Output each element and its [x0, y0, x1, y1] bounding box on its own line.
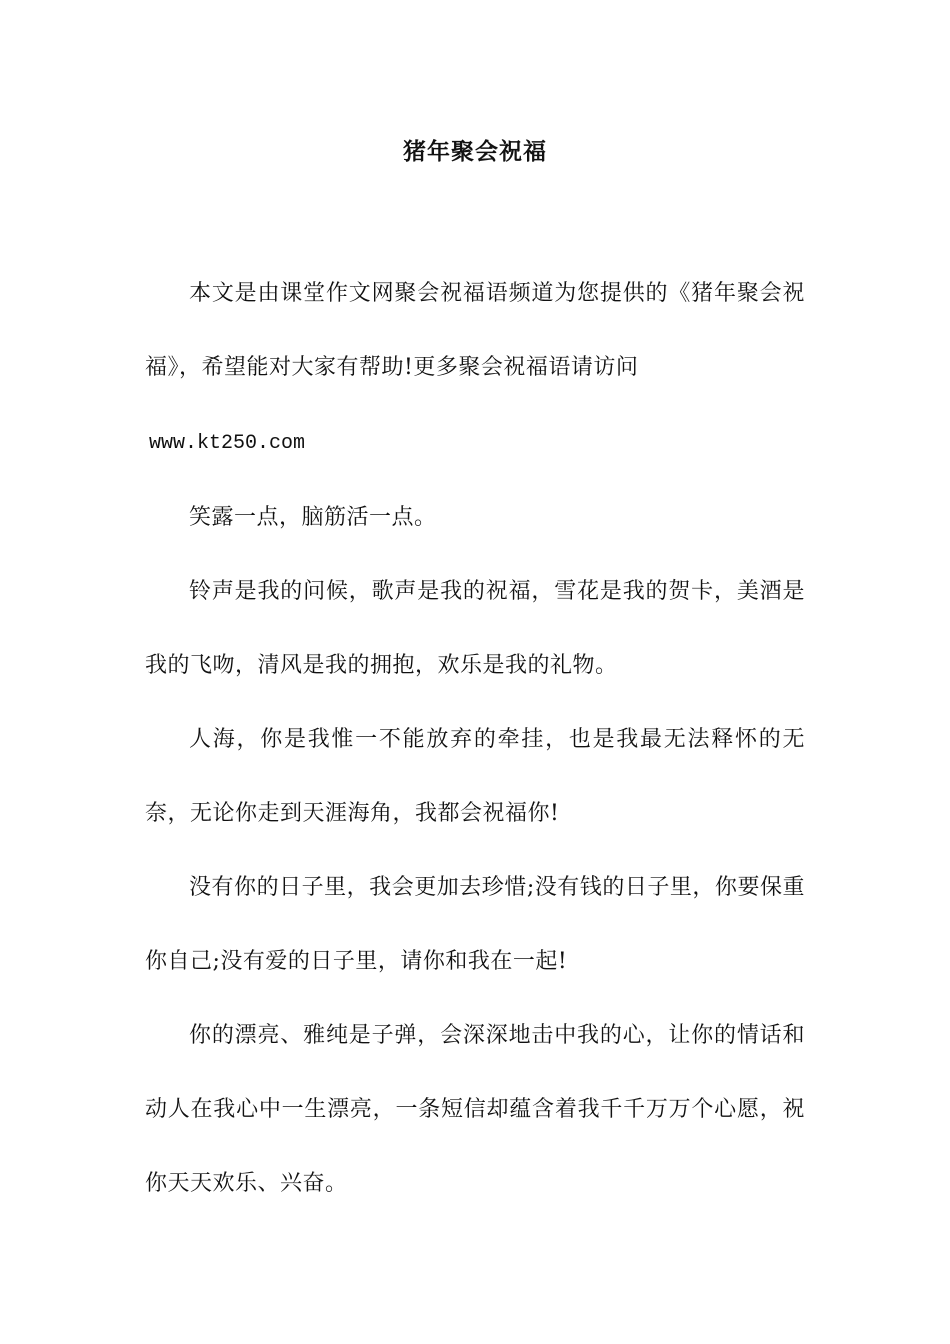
paragraph-2: 铃声是我的问候，歌声是我的祝福，雪花是我的贺卡，美酒是我的飞吻，清风是我的拥抱，欢乐是我的礼物。: [145, 579, 805, 678]
intro-text: 本文是由课堂作文网聚会祝福语频道为您提供的《猪年聚会祝福》，希望能对大家有帮助!更多聚会祝福语请访问: [145, 281, 805, 380]
intro-paragraph: [145, 257, 805, 481]
document-title: 猪年聚会祝福: [403, 139, 547, 165]
intro-url: www.kt250.com: [149, 432, 306, 455]
paragraph-1: 笑露一点，脑筋活一点。: [189, 505, 437, 530]
document-body: [145, 257, 805, 1221]
paragraph-3: 人海，你是我惟一不能放弃的牵挂，也是我最无法释怀的无奈，无论你走到天涯海角，我都会祝福你!: [145, 727, 805, 826]
paragraph-5: 你的漂亮、雅纯是子弹，会深深地击中我的心，让你的情话和动人在我心中一生漂亮，一条短信却蕴含着我千千万万个心愿，祝你天天欢乐、兴奋。: [145, 1023, 805, 1196]
paragraph-4: 没有你的日子里，我会更加去珍惜;没有钱的日子里，你要保重你自己;没有爱的日子里，请你和我在一起!: [145, 875, 805, 974]
